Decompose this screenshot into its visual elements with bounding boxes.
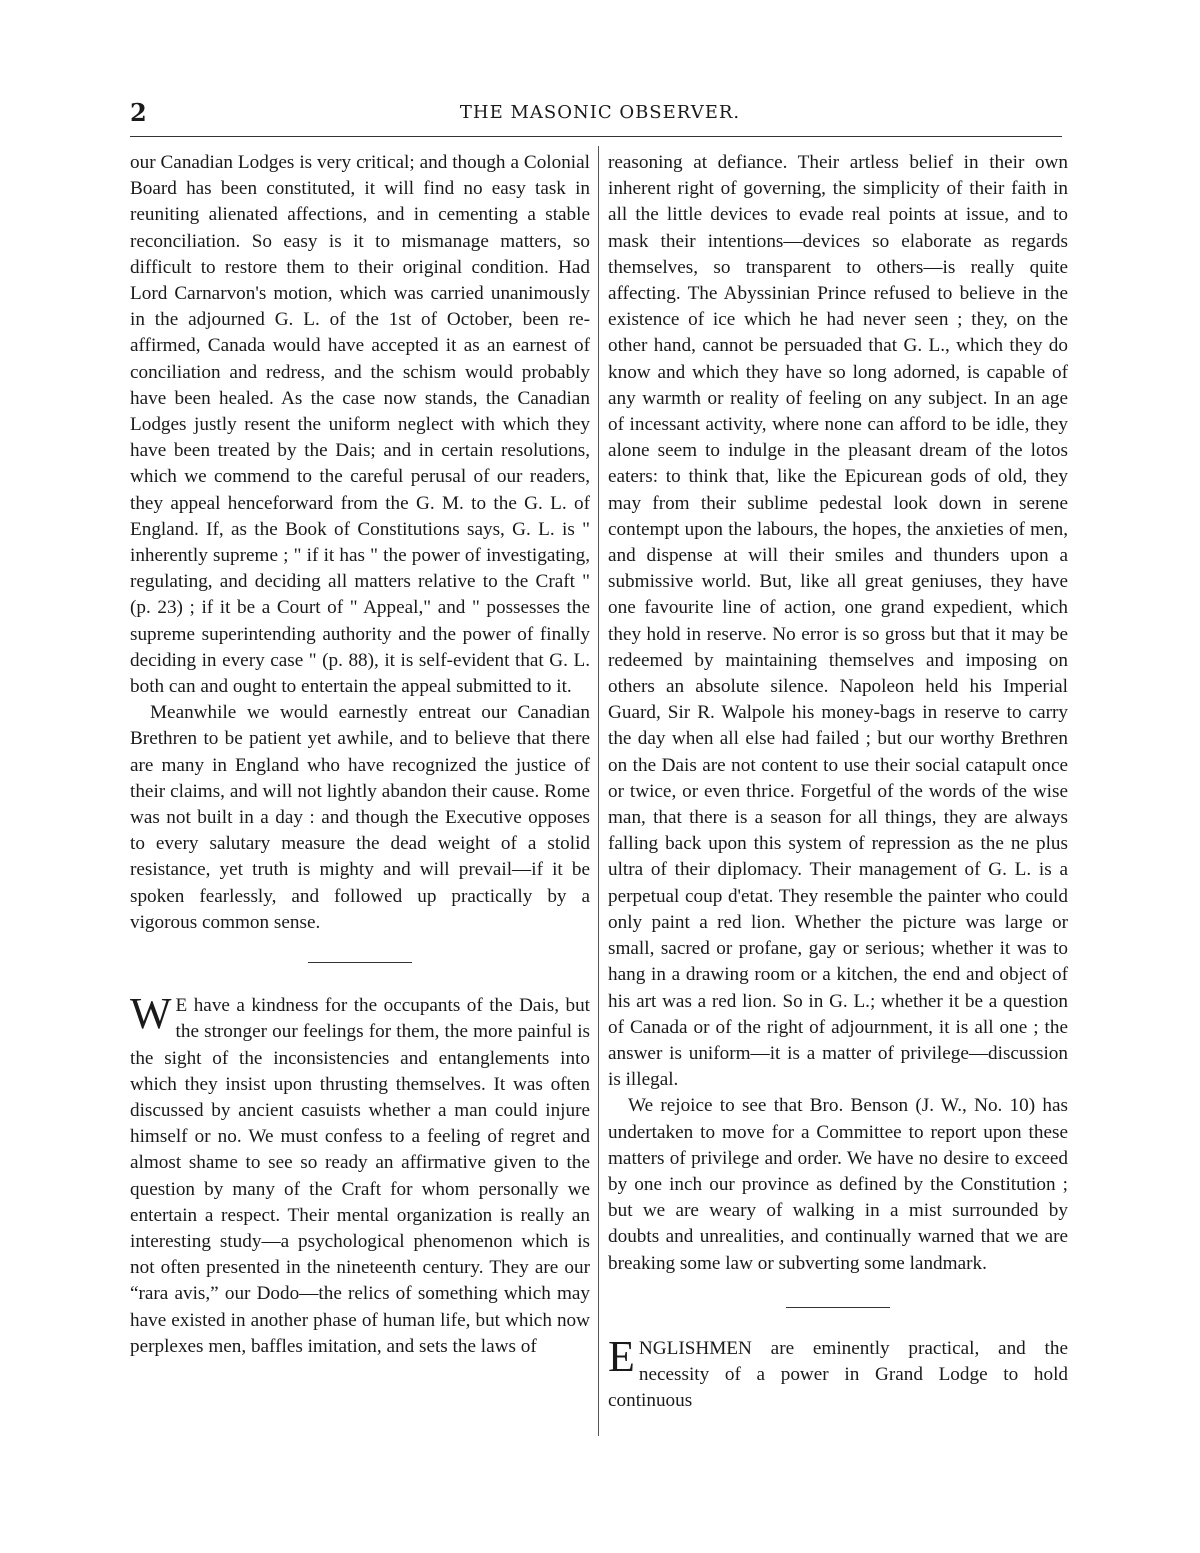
column-divider [598, 146, 599, 1436]
running-title: THE MASONIC OBSERVER. [459, 102, 741, 123]
drop-cap: E [608, 1331, 635, 1381]
left-paragraph-3 [130, 989, 590, 1360]
right-column [608, 150, 1068, 1414]
page-number: 2 [130, 98, 147, 127]
section-separator [786, 1307, 890, 1308]
right-paragraph-3-text: are eminently practical, and the necessity of a power in Grand Lodge to hold continuous [608, 1337, 1068, 1412]
right-paragraph-2: We rejoice to see that Bro. Benson (J. W., No. 10) has undertaken to move for a Committee to report upon these matters of privilege and order. We have no desire to exceed by one inch our province as defined by the Constitution ; but we are weary of walking in a mist surrounded by doubts and unrealities, and continually warned that we are breaking some law or subverting some landmark. [608, 1095, 1068, 1274]
right-paragraph-1: reasoning at defiance. Their artless belief in their own inherent right of governing, the simplicity of their faith in all the little devices to evade real points at issue, and to mask their intentions—devices so elaborate as regards themselves, so transparent to others—is really quite affecting. The Abyssinian Prince refused to believe in the existence of ice which he had never seen ; they, on the other hand, cannot be persuaded that G. L., which they do know and which they have so long adorned, is capable of any warmth or reality of feeling on any subject. In an age of incessant activity, where none can afford to be idle, they alone seem to indulge in the pleasant dream of the lotos eaters: to think that, like the Epicurean gods of old, they may from their sublime pedestal look down in serene contempt upon the labours, the hopes, the anxieties of men, and dispense at will their smiles and thunders upon a submissive world. But, like all great geniuses, they have one favourite line of action, one grand expedient, which they hold in reserve. No error is so gross but that it may be redeemed by maintaining themselves and imposing on others an absolute silence. Napoleon held his Imperial Guard, Sir R. Walpole his money-bags in reserve to carry the day when all else had failed ; but our worthy Brethren on the Dais are not content to use their social catapult once or twice, or even thrice. Forgetful of the words of the wise man, that there is a season for all things, they are always falling back upon this system of repression as the ne plus ultra of their diplomacy. Their management of G. L. is a perpetual coup d'etat. They resemble the painter who could only paint a red lion. Whether the picture was large or small, sacred or profane, gay or serious; whether it was to hang in a drawing room or a kitchen, the end and object of his art was a red lion. So in G. L.; whether it be a question of Canada or of the right of adjournment, it is all one ; the answer is uniform—it is a matter of privilege—discussion is illegal. [608, 152, 1068, 1091]
lead-letters: NGLISHMEN [638, 1337, 752, 1359]
header-rule [130, 136, 1062, 137]
drop-cap: W [130, 989, 172, 1039]
page-header [130, 98, 1070, 128]
left-paragraph-3-text: have a kindness for the occupants of the Dais, but the stronger our feelings for them, the more painful is the sight of the inconsistencies and entanglements into which they insist upon thrusting themselves. It was often discussed by ancient casuists whether a man could injure himself or no. We must confess to a feeling of regret and almost shame to see so ready an affirmative given to the question by many of the Craft for whom personally we entertain a respect. Their mental organization is really an interesting study—a psychological phenomenon which is not often presented in the nineteenth century. They are our “rara avis,” our Dodo—the relics of something which may have existed in another phase of human life, but which now perplexes men, baffles imitation, and sets the laws of [130, 995, 590, 1357]
left-paragraph-1: our Canadian Lodges is very critical; and though a Colonial Board has been constituted, it will find no easy task in reuniting alienated affections, and in cementing a stable reconciliation. So easy is it to mismanage matters, so difficult to restore them to their original condition. Had Lord Carnarvon's motion, which was carried unanimously in the adjourned G. L. of the 1st of October, been re-affirmed, Canada would have accepted it as an earnest of conciliation and redress, and the schism would probably have been healed. As the case now stands, the Canadian Lodges justly resent the uniform neglect with which they have been treated by the Dais; and in certain resolutions, which we commend to the careful perusal of our readers, they appeal henceforward from the G. M. to the G. L. of England. If, as the Book of Constitutions says, G. L. is " inherently supreme ; " if it has " the power of investigating, regulating, and deciding all matters relative to the Craft " (p. 23) ; if it be a Court of " Appeal," and " possesses the supreme superintending authority and the power of finally deciding in every case " (p. 88), it is self-evident that G. L. both can and ought to entertain the appeal submitted to it. [130, 152, 590, 698]
left-column [130, 150, 590, 1360]
left-paragraph-2: Meanwhile we would earnestly entreat our Canadian Brethren to be patient yet awhile, and to believe that there are many in England who have recognized the justice of their claims, and will not lightly abandon their cause. Rome was not built in a day : and though the Executive opposes to every salutary measure the dead weight of a stolid resistance, yet truth is mighty and will prevail—if it be spoken fearlessly, and followed up practically by a vigorous common sense. [130, 702, 590, 933]
section-separator [308, 962, 412, 963]
lead-letters: E [175, 995, 188, 1017]
right-paragraph-3 [608, 1331, 1068, 1415]
